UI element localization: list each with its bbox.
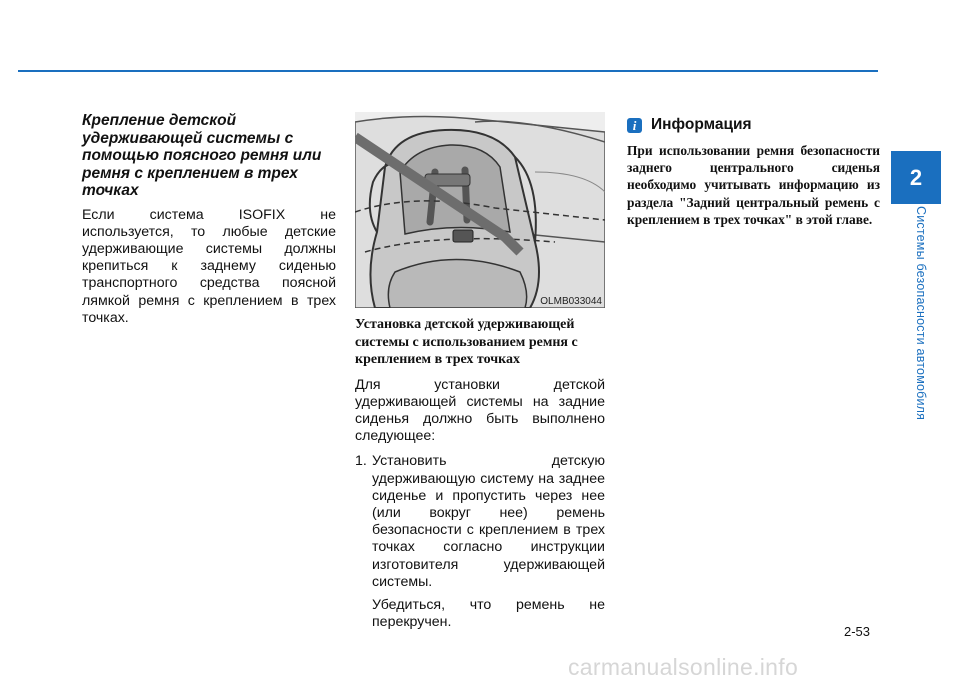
chapter-number: 2: [909, 164, 923, 190]
steps-list: [355, 453, 605, 631]
chapter-title: Системы безопасности автомобиля: [914, 206, 928, 421]
watermark: carmanualsonline.info: [568, 654, 799, 680]
step-number: 1.: [355, 453, 367, 470]
installation-intro: Для установки детской удерживающей системы на задние сиденья должно быть выполнено следующее:: [355, 376, 605, 445]
child-seat-figure: [355, 112, 605, 308]
info-icon: i: [627, 118, 642, 133]
figure-code: OLMB033044: [540, 296, 602, 307]
left-column: [82, 112, 336, 327]
info-title: Информация: [651, 116, 752, 133]
section-paragraph: Если система ISOFIX не используется, то любые детские удерживающие системы должны крепиться к заднему сиденью транспортного средства поясной лямкой ремня с креплением в трех точках.: [82, 206, 336, 326]
info-box: [627, 116, 880, 228]
middle-column: [355, 112, 605, 631]
top-divider: [18, 70, 878, 72]
step-text: Установить детскую удерживающую систему на заднее сиденье и пропустить через нее (или вокруг нее) ремень безопасности с креплением в трех точках согласно инструкции изготовителя удерживающей системы.: [372, 453, 605, 590]
child-seat-illustration: [355, 112, 605, 308]
page-number: 2-53: [844, 624, 871, 639]
chapter-tab: [891, 151, 941, 204]
installation-heading: Установка детской удерживающей системы с использованием ремня с креплением в трех точках: [355, 317, 578, 367]
info-text: При использовании ремня безопасности заднего центрального сиденья необходимо учитывать информацию из раздела "Задний центральный ремень с креплением в трех точках" в этой главе.: [627, 143, 880, 227]
step-note: Убедиться, что ремень не перекручен.: [372, 596, 605, 631]
list-item: [355, 453, 605, 631]
section-heading: Крепление детской удерживающей системы с помощью поясного ремня или ремня с креплением в трех точках: [82, 112, 322, 199]
